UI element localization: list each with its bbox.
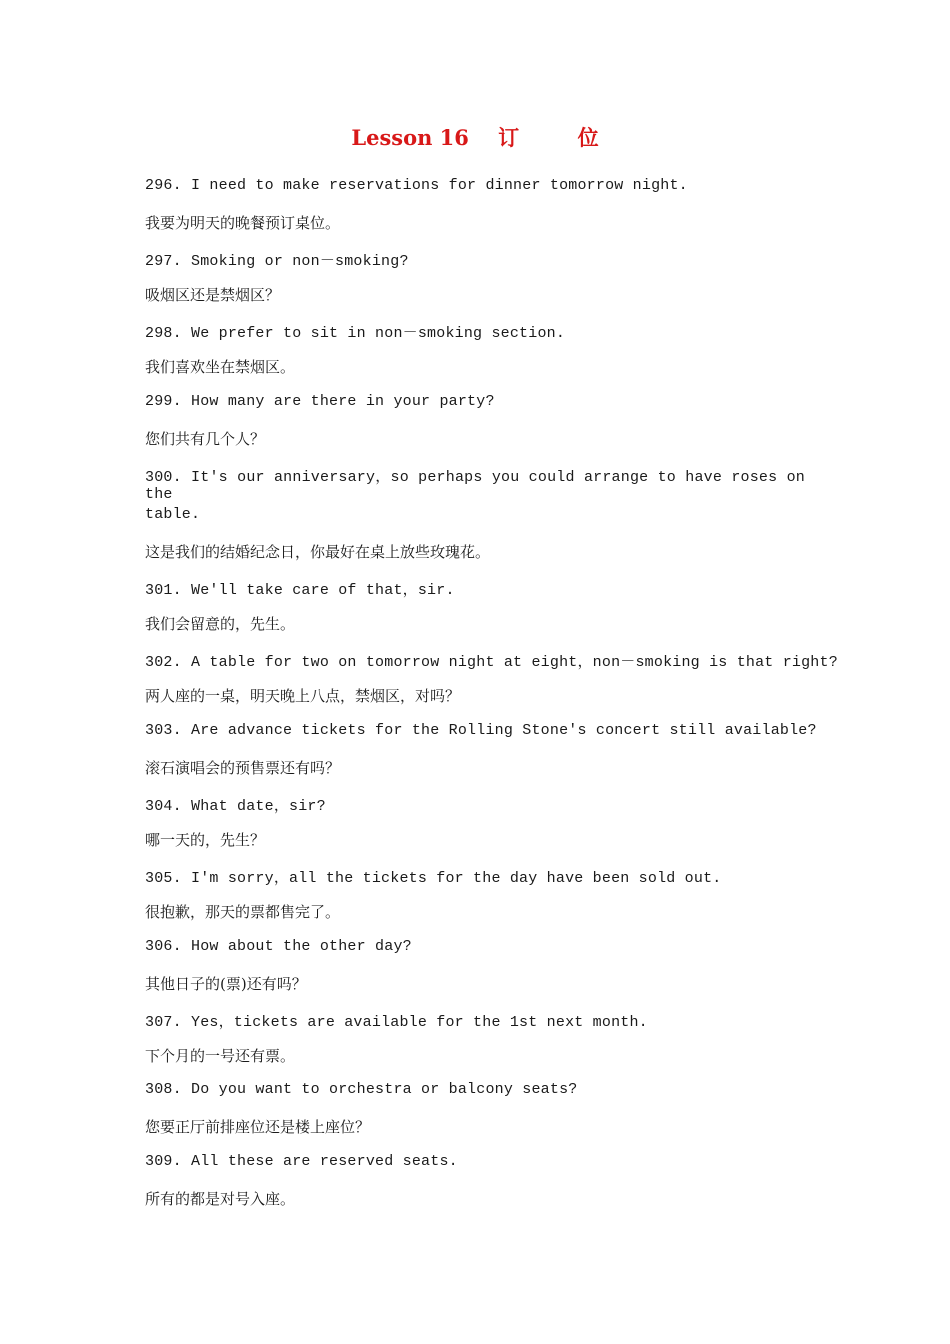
sentence-304-en: 304. What date，sir? [145,798,326,815]
sentence-306-en: 306. How about the other day? [145,938,412,955]
sentence-301-zh: 我们会留意的，先生。 [145,615,296,633]
sentence-303-en: 303. Are advance tickets for the Rolling Stone's concert still available? [145,722,817,739]
sentence-309-zh: 所有的都是对号入座。 [145,1190,296,1208]
sentence-300-zh: 这是我们的结婚纪念日，你最好在桌上放些玫瑰花。 [145,543,491,561]
sentence-300-en-line1: 300. It's our anniversary，so perhaps you could arrange to have roses on the [145,469,805,503]
sentence-309-en: 309. All these are reserved seats. [145,1153,458,1170]
sentence-307-en: 307. Yes，tickets are available for the 1st next month. [145,1014,648,1031]
sentence-302-en: 302. A table for two on tomorrow night at eight，non－smoking is that right? [145,654,838,671]
sentence-308-zh: 您要正厅前排座位还是楼上座位？ [145,1118,371,1136]
title-chinese-1: 订 [498,125,520,150]
sentence-304-zh: 哪一天的，先生？ [145,831,266,849]
sentence-307-zh: 下个月的一号还有票。 [145,1047,296,1065]
sentence-302-zh: 两人座的一桌，明天晚上八点，禁烟区，对吗？ [145,687,461,705]
sentence-297-zh: 吸烟区还是禁烟区？ [145,286,281,304]
lesson-title [0,122,950,152]
sentence-300-en-line2: table. [145,506,201,523]
sentence-299-en: 299. How many are there in your party? [145,393,495,410]
sentence-298-en: 298. We prefer to sit in non－smoking section. [145,325,566,342]
sentence-297-en: 297. Smoking or non－smoking? [145,253,409,270]
sentence-298-zh: 我们喜欢坐在禁烟区。 [145,358,296,376]
title-chinese-2: 位 [577,125,599,150]
sentence-305-en: 305. I'm sorry，all the tickets for the day have been sold out. [145,870,722,887]
sentence-306-zh: 其他日子的(票)还有吗？ [145,975,307,993]
sentence-301-en: 301. We'll take care of that，sir. [145,582,455,599]
sentence-296-zh: 我要为明天的晚餐预订桌位。 [145,214,341,232]
sentence-296-en: 296. I need to make reservations for dinner tomorrow night. [145,177,688,194]
lesson-number: Lesson 16 [351,125,469,150]
sentence-299-zh: 您们共有几个人？ [145,430,266,448]
sentence-305-zh: 很抱歉，那天的票都售完了。 [145,903,341,921]
sentence-308-en: 308. Do you want to orchestra or balcony seats? [145,1081,578,1098]
sentence-303-zh: 滚石演唱会的预售票还有吗？ [145,759,341,777]
